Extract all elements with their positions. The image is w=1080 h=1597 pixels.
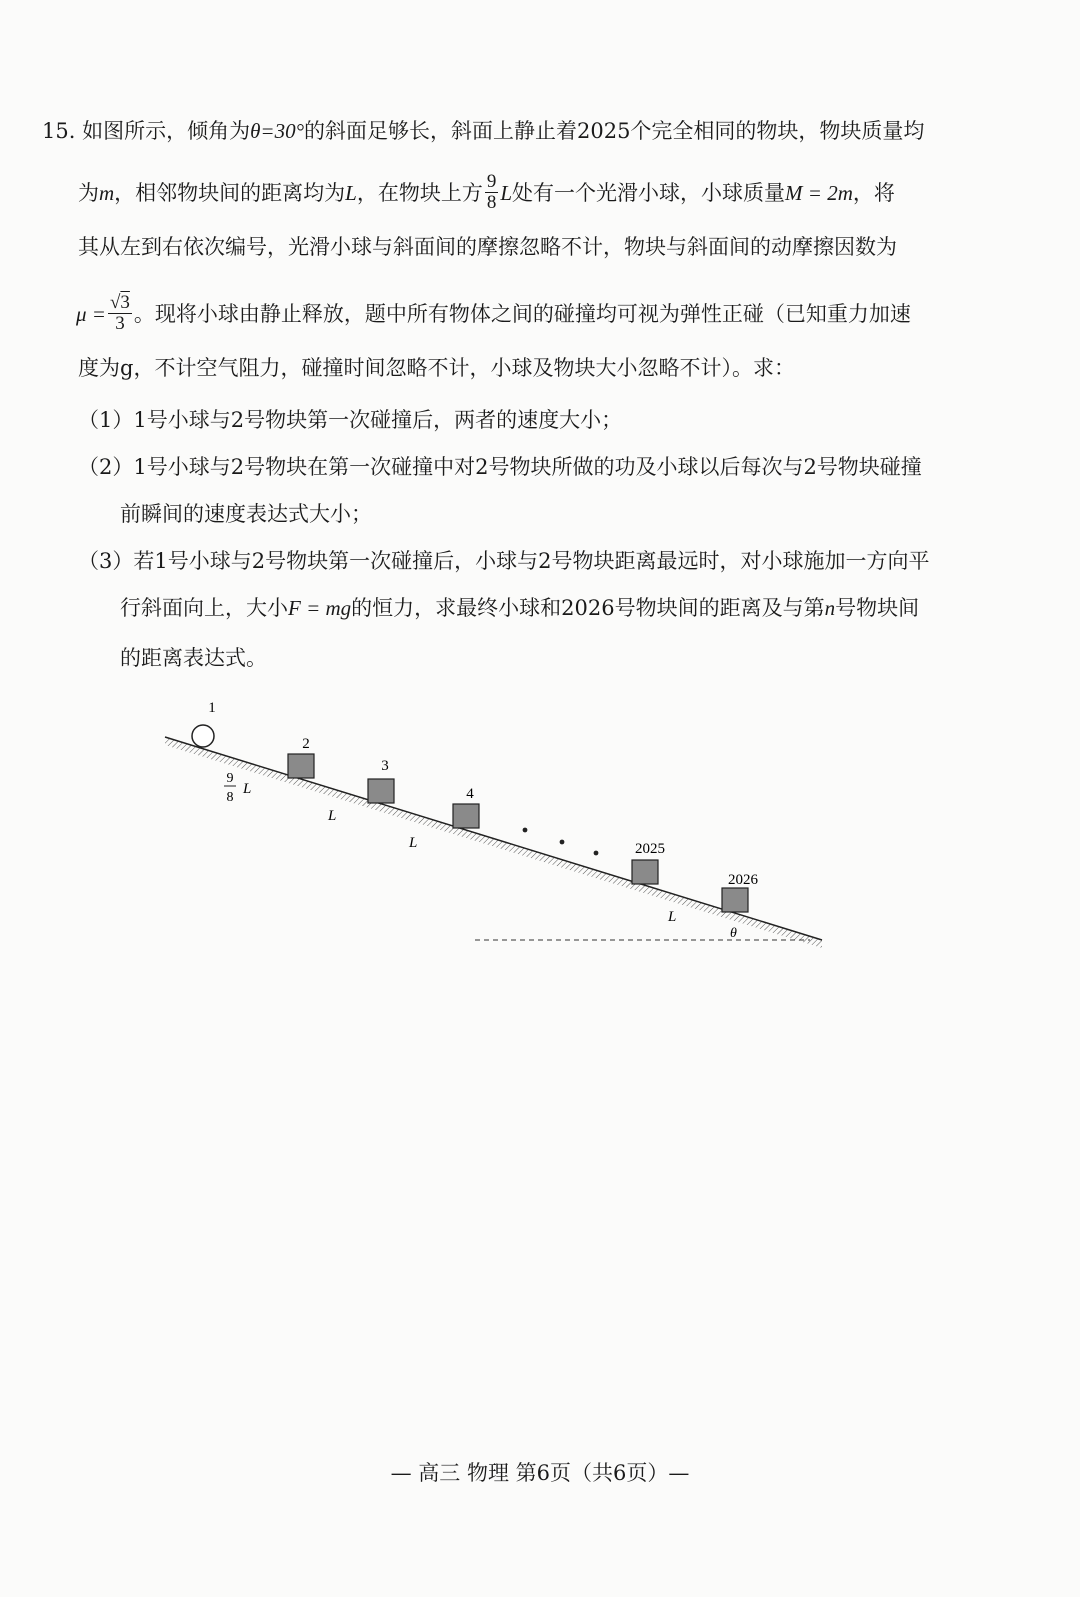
block-3 <box>368 779 394 803</box>
question-line-2: 为m，相邻物块间的距离均为L，在物块上方 $\frac{9}{8}$ L处有一个光滑小球，小球质量M = 2m，将 <box>78 171 895 213</box>
ellipsis-dot <box>523 828 528 833</box>
fraction-label-L: L <box>243 781 252 797</box>
subquestion-2-line-1: （2）1号小球与2号物块在第一次碰撞中对2号物块所做的功及小球以后每次与2号物块碰撞 <box>78 455 922 479</box>
incline-figure <box>150 690 840 970</box>
incline-diagram <box>150 690 840 970</box>
spacing-label: L <box>328 808 337 824</box>
ball-label: 1 <box>208 700 216 716</box>
subquestion-2-line-2: 前瞬间的速度表达式大小； <box>120 502 372 526</box>
question-line-4: μ = $\frac{√3}{3}$ 。现将小球由静止释放，题中所有物体之间的碰撞均可视为弹性正碰（已知重力加速 <box>76 292 911 334</box>
incline-hatching <box>165 737 822 948</box>
block-2-label: 2 <box>302 736 310 752</box>
question-line-5: 度为g，不计空气阻力，碰撞时间忽略不计，小球及物块大小忽略不计）。求： <box>78 356 795 380</box>
subquestion-3-line-2: 行斜面向上，大小F = mg的恒力，求最终小球和2026号物块间的距离及与第n号物块间 <box>120 596 920 620</box>
block-2 <box>288 754 314 778</box>
block-2025 <box>632 860 658 884</box>
subquestion-1: （1）1号小球与2号物块第一次碰撞后，两者的速度大小； <box>78 408 623 432</box>
page-footer: — 高三 物理 第6页（共6页）— <box>390 1461 690 1485</box>
question-line-3: 其从左到右依次编号，光滑小球与斜面间的摩擦忽略不计，物块与斜面间的动摩擦因数为 <box>78 235 897 259</box>
fraction-label-num: 9 <box>226 771 234 786</box>
subquestion-3-line-1: （3）若1号小球与2号物块第一次碰撞后，小球与2号物块距离最远时，对小球施加一方向平 <box>78 549 930 573</box>
block-3-label: 3 <box>381 758 389 774</box>
angle-theta-label: θ <box>730 926 737 941</box>
spacing-label: L <box>409 835 418 851</box>
question-line-1: 15. 如图所示，倾角为θ=30°的斜面足够长，斜面上静止着2025个完全相同的物块，物块质量均 <box>42 119 925 143</box>
subquestion-3-line-3: 的距离表达式。 <box>120 646 267 670</box>
block-2025-label: 2025 <box>635 841 665 857</box>
block-4 <box>453 804 479 828</box>
block-2026-label: 2026 <box>728 872 758 888</box>
fraction-label-den: 8 <box>226 790 234 805</box>
question-number: 15. <box>42 119 76 143</box>
block-4-label: 4 <box>466 786 474 802</box>
ellipsis-dot <box>594 851 599 856</box>
ellipsis-dot <box>560 840 565 845</box>
block-2026 <box>722 888 748 912</box>
fraction-9-8: $\frac{9}{8}$ <box>486 171 497 213</box>
fraction-root3-3: $\frac{√3}{3}$ <box>109 292 130 334</box>
spacing-label: L <box>668 909 677 925</box>
ball <box>192 725 214 747</box>
